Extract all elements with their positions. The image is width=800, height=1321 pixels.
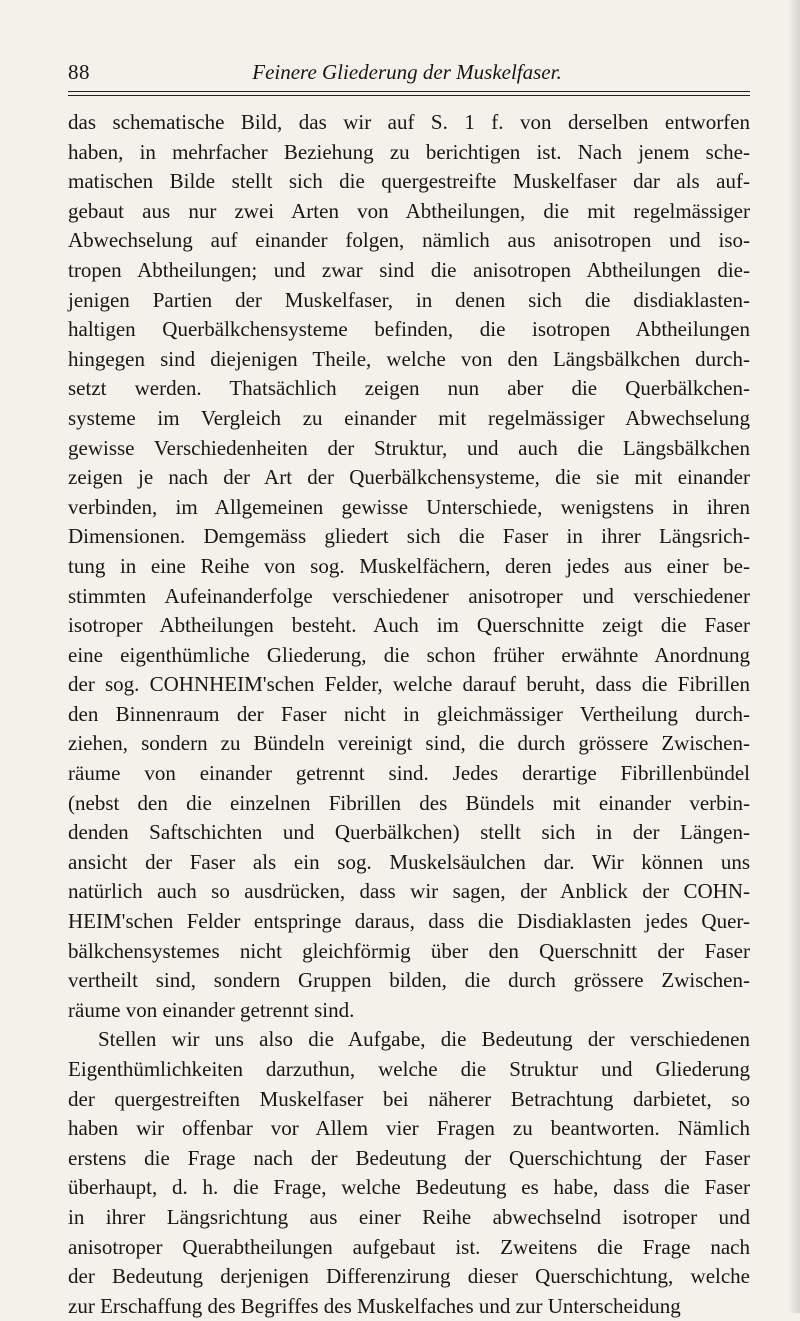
text-line: natürlich auch so ausdrücken, dass wir sagen, der Anblick der COHN-	[68, 879, 750, 904]
page-edge-shadow	[788, 0, 800, 1313]
text-line: hingegen sind diejenigen Theile, welche von den Längsbälkchen durch-	[68, 346, 750, 371]
text-line: erstens die Frage nach der Bedeutung der Querschichtung der Faser	[68, 1145, 750, 1170]
text-line: haben wir offenbar vor Allem vier Fragen zu beantworten. Nämlich	[68, 1116, 750, 1141]
text-line: den Binnenraum der Faser nicht in gleichmässiger Vertheilung durch-	[68, 701, 750, 726]
text-line: Stellen wir uns also die Aufgabe, die Bedeutung der verschiedenen	[98, 1027, 750, 1052]
text-line: Abwechselung auf einander folgen, nämlich aus anisotropen und iso-	[68, 228, 750, 253]
text-line: Dimensionen. Demgemäss gliedert sich die Faser in ihrer Längsrich-	[68, 524, 750, 549]
text-line: ziehen, sondern zu Bündeln vereinigt sind, die durch grössere Zwischen-	[68, 731, 750, 756]
text-line: isotroper Abtheilungen besteht. Auch im Querschnitte zeigt die Faser	[68, 613, 750, 638]
text-line: denden Saftschichten und Querbälkchen) stellt sich in der Längen-	[68, 820, 750, 845]
text-line: überhaupt, d. h. die Frage, welche Bedeutung es habe, dass die Faser	[68, 1175, 750, 1200]
text-line: anisotroper Querabtheilungen aufgebaut ist. Zweitens die Frage nach	[68, 1234, 750, 1259]
text-line: haben, in mehrfacher Beziehung zu berichtigen ist. Nach jenem sche-	[68, 139, 750, 164]
text-line: HEIM'schen Felder entspringe daraus, dass die Disdiaklasten jedes Quer-	[68, 909, 750, 934]
text-line: jenigen Partien der Muskelfaser, in denen sich die disdiaklasten-	[68, 287, 750, 312]
text-line: matischen Bilde stellt sich die quergestreifte Muskelfaser dar als auf-	[68, 169, 750, 194]
text-line: bälkchensystemes nicht gleichförmig über den Querschnitt der Faser	[68, 938, 750, 963]
body-text	[68, 108, 750, 1321]
text-line: eine eigenthümliche Gliederung, die schon früher erwähnte Anordnung	[68, 642, 750, 667]
page-number: 88	[68, 60, 90, 84]
header-rule-bottom	[68, 95, 750, 96]
text-line: (nebst den die einzelnen Fibrillen des Bündels mit einander verbin-	[68, 790, 750, 815]
text-line: der sog. COHNHEIM'schen Felder, welche darauf beruht, dass die Fibrillen	[68, 672, 750, 697]
text-line: haltigen Querbälkchensysteme befinden, die isotropen Abtheilungen	[68, 317, 750, 342]
text-line: räume von einander getrennt sind.	[68, 997, 355, 1022]
text-line: räume von einander getrennt sind. Jedes derartige Fibrillenbündel	[68, 761, 750, 786]
header-rule-top	[68, 91, 750, 92]
text-line: stimmten Aufeinanderfolge verschiedener anisotroper und verschiedener	[68, 583, 750, 608]
text-line: zur Erschaffung des Begriffes des Muskelfaches und zur Unterscheidung	[68, 1293, 681, 1318]
text-line: der Bedeutung derjenigen Differenzirung dieser Querschichtung, welche	[68, 1264, 750, 1289]
text-line: Eigenthümlichkeiten darzuthun, welche die Struktur und Gliederung	[68, 1057, 750, 1081]
text-line: gewisse Verschiedenheiten der Struktur, und auch die Längsbälkchen	[68, 435, 750, 460]
text-line: setzt werden. Thatsächlich zeigen nun aber die Querbälkchen-	[68, 376, 750, 401]
text-line: zeigen je nach der Art der Querbälkchensysteme, die sie mit einander	[68, 465, 750, 490]
text-line: gebaut aus nur zwei Arten von Abtheilungen, die mit regelmässiger	[68, 198, 750, 223]
running-title: Feinere Gliederung der Muskelfaser.	[252, 60, 562, 84]
text-line: vertheilt sind, sondern Gruppen bilden, die durch grössere Zwischen-	[68, 968, 750, 993]
text-line: tung in eine Reihe von sog. Muskelfächern, deren jedes aus einer be-	[68, 553, 750, 578]
text-line: tropen Abtheilungen; und zwar sind die anisotropen Abtheilungen die-	[68, 257, 750, 282]
page-header	[66, 56, 748, 84]
text-line: verbinden, im Allgemeinen gewisse Unterschiede, wenigstens in ihren	[68, 494, 750, 519]
text-line: systeme im Vergleich zu einander mit regelmässiger Abwechselung	[68, 405, 750, 430]
text-line: ansicht der Faser als ein sog. Muskelsäulchen dar. Wir können uns	[68, 849, 750, 874]
text-line: in ihrer Längsrichtung aus einer Reihe abwechselnd isotroper und	[68, 1204, 750, 1229]
text-line: der quergestreiften Muskelfaser bei näherer Betrachtung darbietet, so	[68, 1086, 750, 1111]
text-line: das schematische Bild, das wir auf S. 1 f. von derselben entworfen	[68, 110, 750, 134]
